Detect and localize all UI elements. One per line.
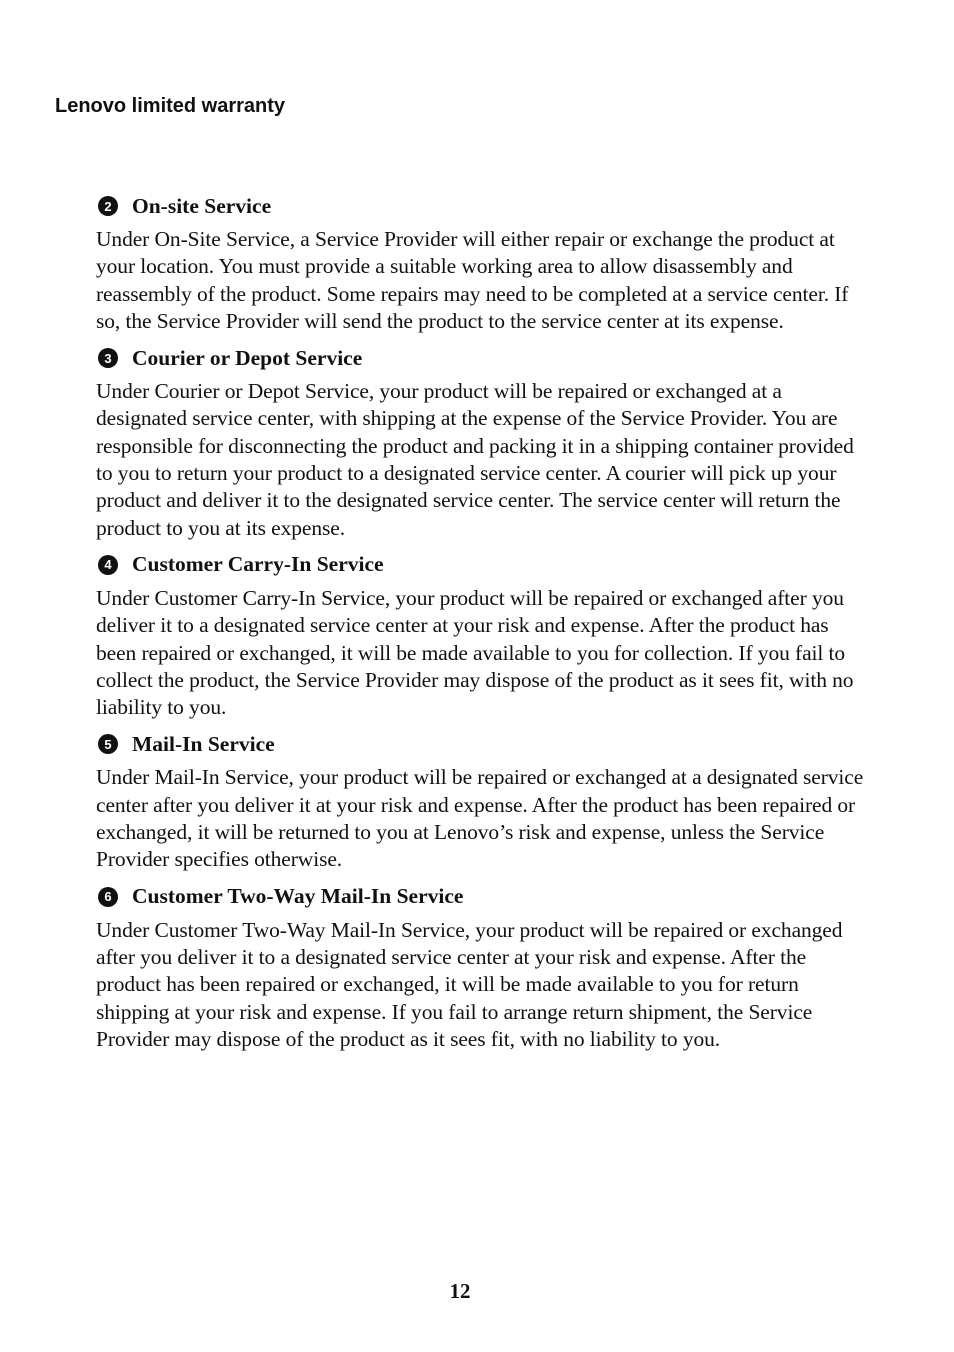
number-5-icon: 5 — [98, 734, 118, 754]
section-body: Under Courier or Depot Service, your product will be repaired or exchanged at a designated service center, with shipping at the expense of the Service Provider. You are responsible for disconnecting the product and packing it in a shipping container provided to you to return your product to a designated service center. A courier will pick up your product and deliver it to the designated service center. The service center will return the product to you at its expense. — [96, 379, 854, 540]
section-body: Under Mail-In Service, your product will be repaired or exchanged at a designated service center after you deliver it at your risk and expense. After the product has been repaired or exchanged, it will be returned to you at Lenovo’s risk and expense, unless the Service Provider specifies otherwise. — [96, 765, 864, 872]
section-heading — [96, 192, 866, 220]
number-4-icon: 4 — [98, 555, 118, 575]
section-title: Customer Carry-In Service — [132, 552, 384, 577]
running-header: Lenovo limited warranty — [55, 95, 286, 117]
section-customer-two-way-mail-in-service — [96, 883, 866, 1053]
section-heading — [96, 344, 866, 372]
section-mail-in-service — [96, 730, 866, 873]
warranty-content — [96, 192, 866, 1062]
number-6-icon: 6 — [98, 887, 118, 907]
section-courier-depot-service — [96, 344, 866, 542]
section-title: Customer Two-Way Mail-In Service — [132, 884, 464, 909]
section-body: Under Customer Two-Way Mail-In Service, your product will be repaired or exchanged after you deliver it to a designated service center at your risk and expense. After the product has been repaired or exchanged, it will be made available to you for return shipping at your risk and expense. If you fail to arrange return shipment, the Service Provider may dispose of the product as it sees fit, with no liability to you. — [96, 917, 843, 1051]
number-3-icon: 3 — [98, 348, 118, 368]
section-on-site-service — [96, 192, 866, 335]
number-2-icon: 2 — [98, 196, 118, 216]
section-customer-carry-in-service — [96, 551, 866, 721]
section-body: Under On-Site Service, a Service Provider will either repair or exchange the product at your location. You must provide a suitable working area to allow disassembly and reassembly of the product. Some repairs may need to be completed at a service center. If so, the Service Provider will send the product to the service center at its expense. — [96, 227, 849, 333]
section-title: Courier or Depot Service — [132, 345, 363, 370]
section-heading — [96, 730, 866, 758]
section-body: Under Customer Carry-In Service, your product will be repaired or exchanged after you deliver it to a designated service center at your risk and expense. After the product has been repaired or exchanged, it will be made available to you for collection. If you fail to collect the product, the Service Provider may dispose of the product as it sees fit, with no liability to you. — [96, 585, 854, 720]
page-number: 12 — [449, 1279, 471, 1303]
section-title: On-site Service — [132, 193, 272, 218]
section-heading — [96, 883, 866, 911]
section-title: Mail-In Service — [132, 731, 275, 756]
section-heading — [96, 551, 866, 579]
